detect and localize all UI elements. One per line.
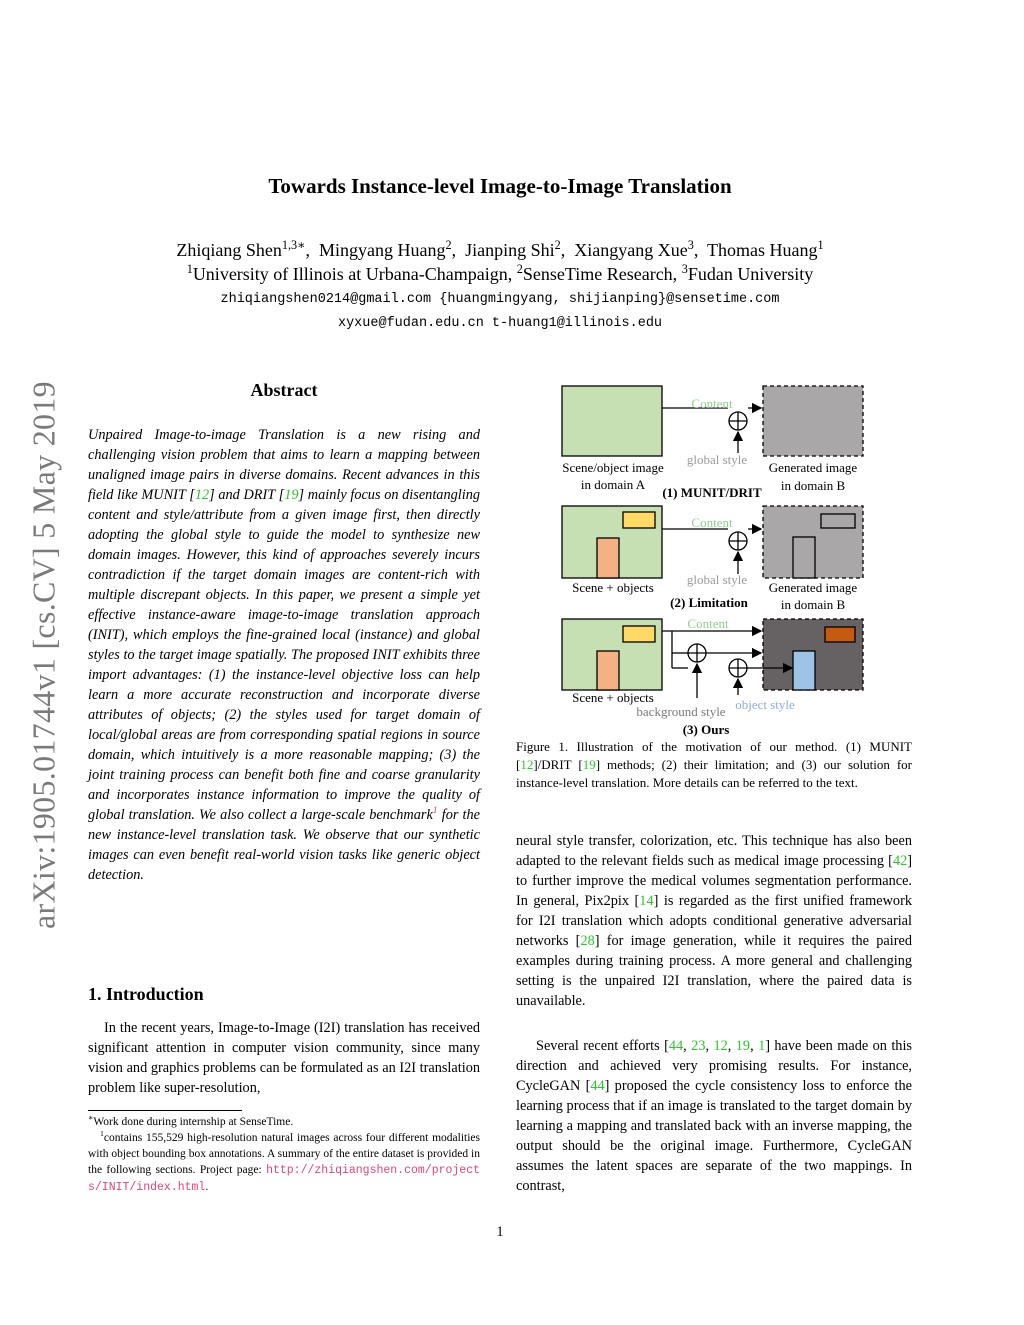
abstract-body [88, 425, 480, 885]
right-paragraph-2: Several recent efforts [44, 23, 12, 19, 1] have been made on this direction and achieved very promising results. For instance, CycleGAN [44] proposed the cycle consistency loss to enforce the learning process that if an image is translated to the target domain by learning a mapping and translated back with an inverse mapping, the output should be the original image. Furthermore, CycleGAN assumes the latent spaces are separate of the two mappings. In contrast, [516, 1038, 912, 1194]
caption-text: Figure 1. Illustration of the motivation of our method. (1) MUNIT [ [516, 739, 912, 772]
source-caption: Scene + objects [572, 580, 654, 595]
generated-caption: Generated image [768, 580, 858, 595]
affil-sup: 3 [681, 262, 688, 276]
citation-link[interactable]: 44 [590, 1078, 605, 1094]
author-name: Zhiqiang Shen [176, 240, 282, 260]
author-sup: 3 [687, 238, 694, 252]
source-caption: in domain A [580, 477, 646, 492]
object-style-label: object style [735, 697, 795, 712]
content-label: Content [687, 616, 729, 631]
arxiv-stamp-text: arXiv:1905.01744v1 [cs.CV] 5 May 2019 [25, 381, 62, 929]
body-text: Several recent efforts [ [536, 1038, 669, 1054]
object-box [825, 627, 855, 642]
citation-link[interactable]: 1 [758, 1038, 766, 1054]
author-sup: 1,3∗ [281, 238, 306, 252]
source-caption: Scene/object image [562, 460, 664, 475]
citation-link[interactable]: 28 [580, 933, 595, 949]
body-text: ] have been made on this direction and achieved very promising results. For instance, CycleGAN [ [516, 1038, 912, 1094]
footnotes [88, 1114, 480, 1196]
project-url-link[interactable]: http://zhiqiangshen.com/projects/INIT/index.html [88, 1164, 480, 1194]
object-box [793, 537, 815, 578]
global-style-label: global style [686, 452, 748, 467]
affil-sup: 2 [516, 262, 523, 276]
source-caption: Scene + objects [572, 690, 654, 705]
page-number: 1 [496, 1224, 504, 1240]
body-text: ] for image generation, while it requires the paired examples during training process. A more general and challenging setting is the unpaired I2I translation, where the paired data is unavailable. [516, 933, 913, 1009]
author-name: Mingyang Huang [318, 240, 446, 260]
citation-link[interactable]: 12 [194, 487, 210, 503]
footnote-rule [88, 1110, 242, 1111]
content-label: Content [691, 515, 733, 530]
author-name: Thomas Huang [707, 240, 818, 260]
footnote-star [88, 1114, 480, 1130]
citation-link[interactable]: 19 [284, 487, 299, 503]
object-box [821, 514, 855, 528]
body-text: neural style transfer, colorization, etc. This technique has also been adapted to the relevant fields such as medical image processing [ [516, 833, 912, 869]
abstract-heading: Abstract [250, 380, 318, 400]
panel-label: (2) Limitation [670, 595, 748, 610]
email-line-2: xyxue@fudan.edu.cn t-huang1@illinois.edu [337, 316, 663, 331]
object-box [597, 538, 619, 578]
object-box [793, 651, 815, 690]
caption-text: ] methods; (2) their limitation; and (3) our solution for instance-level translation. More details can be referred to the text. [516, 757, 912, 790]
intro-heading: 1. Introduction [88, 984, 204, 1004]
panel-label: (1) MUNIT/DRIT [662, 485, 762, 500]
panel-label: (3) Ours [682, 722, 730, 737]
citation-link[interactable]: 19 [735, 1038, 751, 1054]
global-style-label: global style [686, 572, 748, 587]
email-line-1: zhiqiangshen0214@gmail.com {huangmingyang, shijianping}@sensetime.com [220, 292, 780, 307]
citation-link[interactable]: 14 [639, 893, 654, 909]
footnote-link[interactable]: 1 [432, 805, 438, 817]
footnote-1 [88, 1130, 480, 1196]
generated-caption: Generated image [768, 460, 858, 475]
author-sup: 2 [554, 238, 561, 252]
affil-name: Fudan University [687, 264, 814, 284]
footnote-mark: ∗ [88, 1113, 94, 1123]
caption-text: ]/DRIT [ [533, 757, 583, 772]
background-style-label: background style [636, 704, 726, 719]
intro-paragraph: In the recent years, Image-to-Image (I2I) translation has received significant attention in computer vision community, since many vision and graphics problems can be formulated as an I2I translation problem like super-resolution, [88, 1020, 480, 1096]
author-sup: 2 [445, 238, 452, 252]
source-image-box [562, 386, 662, 456]
content-label: Content [691, 396, 733, 411]
abstract-text: ] and DRIT [ [209, 487, 285, 503]
right-paragraph-1 [516, 831, 912, 1011]
generated-image-box [763, 386, 863, 456]
body-text: ] to further improve the medical volumes segmentation performance. In general, Pix2pix [ [516, 853, 912, 909]
author-list: Zhiqiang Shen$^{1,3∗}$, Mingyang Huang$^2$, Jianping Shi$^2$, Xiangyang Xue$^3$, Thomas Huang$^1$ [176, 238, 824, 260]
citation-link[interactable]: 12 [520, 757, 534, 772]
author-name: Jianping Shi [465, 240, 555, 260]
affil-name: University of Illinois at Urbana-Champaign, [192, 264, 517, 284]
abstract-text: for the new instance-level translation task. We observe that our synthetic images can even benefit real-world vision tasks like generic object detection. [88, 807, 480, 883]
citation-link[interactable]: 12 [713, 1038, 728, 1054]
citation-link[interactable]: 44 [668, 1038, 684, 1054]
affiliations [0, 264, 1000, 285]
object-box [623, 512, 655, 528]
footnote-mark: 1 [100, 1129, 104, 1139]
object-box [597, 651, 619, 690]
figure-caption [516, 738, 912, 792]
generated-caption: in domain B [780, 597, 846, 612]
paper-title: Towards Instance-level Image-to-Image Translation [268, 174, 732, 198]
arxiv-stamp [14, 350, 74, 960]
footnote-text: contains 155,529 high-resolution natural images across four different modalities with object bounding box annotations. A summary of the entire dataset is provided in the following sections. Project page: [88, 1132, 480, 1176]
object-box [623, 626, 655, 642]
author-name: Xiangyang Xue [574, 240, 688, 260]
citation-link[interactable]: 42 [892, 853, 908, 869]
footnote-end: . [205, 1181, 209, 1193]
citation-link[interactable]: 23 [691, 1038, 706, 1054]
body-text: ] is regarded as the first unified framework for I2I translation which adopts conditional generative adversarial networks [ [516, 893, 912, 949]
citation-link[interactable]: 19 [582, 757, 596, 772]
body-text: ] proposed the cycle consistency loss to enforce the learning process that if an image is translated to the target domain by learning a mapping and translated back with an inverse mapping, the output should be the original image. Furthermore, CycleGAN assumes the latent spaces are separate of the two mappings. In contrast, [516, 1078, 912, 1194]
author-sup: 1 [817, 238, 824, 252]
generated-caption: in domain B [780, 478, 846, 493]
figure-1 [540, 378, 920, 738]
affil-name: SenseTime Research, [522, 264, 682, 284]
abstract-text: ] mainly focus on disentangling content and style/attribute from a given image first, then directly adopting the global style to guide the model to synthesize new domain images. However, this kind of approaches severely incurs contradiction if the target domain images are content-rich with multiple discrepant objects. In this paper, we present a simple yet effective instance-aware image-to-image translation approach (INIT), which employs the fine-grained local (instance) and global styles to the target image spatially. The proposed INIT exhibits three import advantages: (1) the instance-level objective loss can help learn a more accurate reconstruction and incorporate diverse attributes of objects; (2) the styles used for target domain of local/global areas are from corresponding spatial regions in source domain, which intuitively is a more reasonable mapping; (3) the joint training process can benefit both fine and coarse granularity and incorporates instance information to improve the quality of global translation. We also collect a large-scale benchmark [88, 487, 480, 823]
footnote-text: Work done during internship at SenseTime. [93, 1116, 294, 1128]
affil-sup: 1 [186, 262, 193, 276]
abstract-text: Unpaired Image-to-image Translation is a new rising and challenging vision problem that aims to learn a mapping between unaligned image pairs in diverse domains. Recent advances in this field like MUNIT [ [88, 427, 480, 503]
